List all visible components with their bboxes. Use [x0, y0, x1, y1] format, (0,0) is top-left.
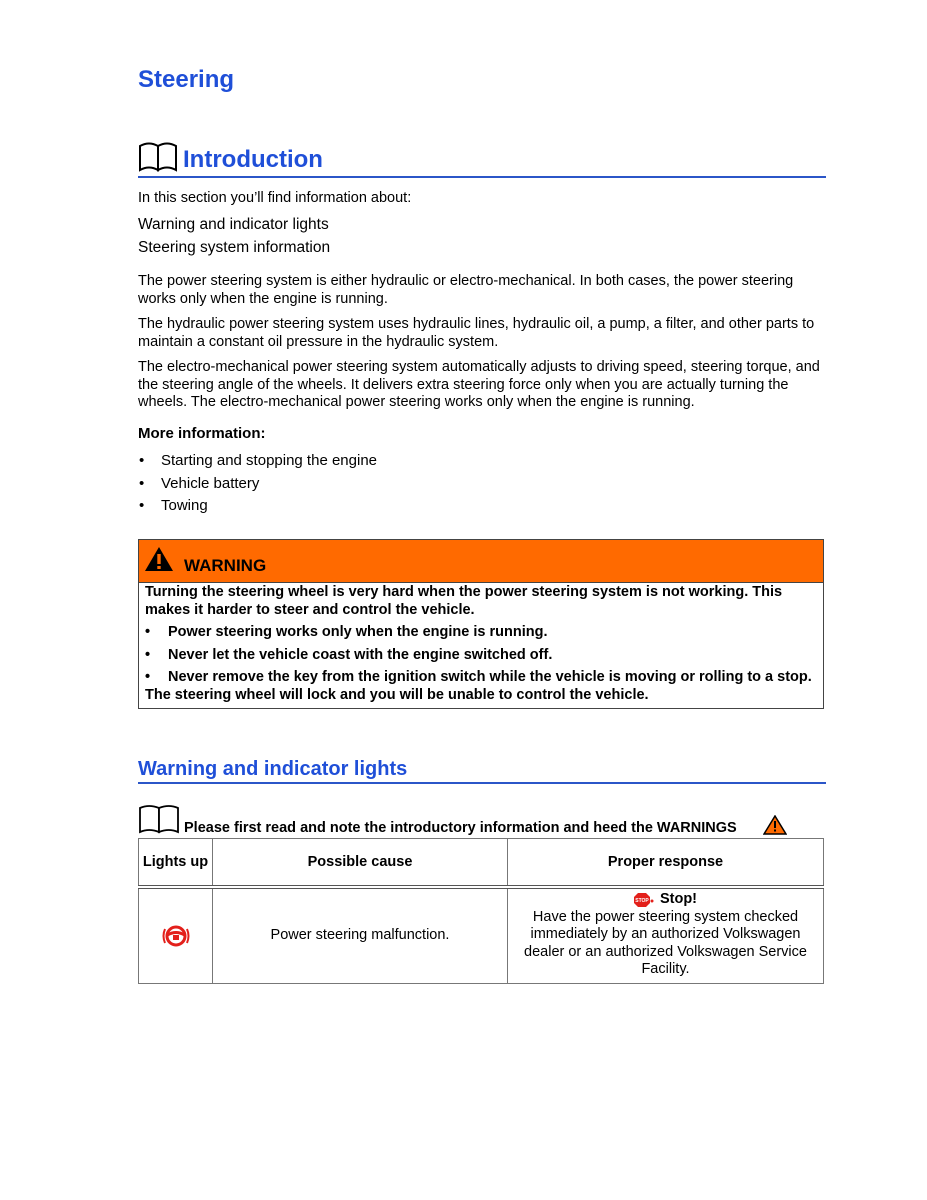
- warning-item: • Power steering works only when the engine is running.: [145, 624, 817, 642]
- response-text: Have the power steering system checked immediately by an authorized Volkswagen dealer or an authorized Volkswagen Service Facility.: [524, 908, 807, 977]
- warning-header: [139, 540, 823, 583]
- indicator-table: [138, 838, 824, 984]
- more-info-list: [138, 452, 377, 520]
- stop-line: [516, 891, 815, 909]
- warning-item: • Never remove the key from the ignition switch while the vehicle is moving or rolling to a stop. The steering wheel will lock and you will be unable to control the vehicle.: [145, 669, 817, 704]
- more-info-link[interactable]: • Vehicle battery: [138, 475, 377, 498]
- stop-icon: [634, 892, 654, 908]
- book-icon: [138, 804, 182, 834]
- read-note: [138, 804, 838, 836]
- warning-body: [139, 584, 823, 704]
- paragraph: The electro-mechanical power steering system automatically adjusts to driving speed, steering torque, and the steering angle of the wheels. It delivers extra steering force only when you are actually turning the wheels. The electro-mechanical power steering works only when the engine is running.: [138, 359, 820, 410]
- warning-triangle-icon[interactable]: [763, 815, 787, 835]
- paragraph: The hydraulic power steering system uses hydraulic lines, hydraulic oil, a pump, a filter, and other parts to maintain a constant oil pressure in the hydraulic system.: [138, 316, 815, 350]
- page-title: Steering: [138, 66, 235, 93]
- intro-lead: In this section you’ll find information about:: [138, 190, 412, 206]
- more-info-label: More information:: [138, 425, 266, 442]
- column-header: Lights up: [139, 839, 213, 888]
- column-header: Possible cause: [213, 839, 508, 888]
- read-note-text: Please first read and note the introductory information and heed the WARNINGS: [184, 820, 737, 836]
- response-cell: [508, 887, 824, 983]
- section-heading: [138, 758, 826, 784]
- section-heading-text: Warning and indicator lights: [138, 758, 408, 780]
- warning-lead: Turning the steering wheel is very hard when the power steering system is not working. This makes it harder to steer and control the vehicle.: [145, 584, 783, 618]
- topic-link[interactable]: Warning and indicator lights: [138, 216, 329, 233]
- topic-link[interactable]: Steering system information: [138, 239, 331, 256]
- intro-heading: [138, 138, 826, 178]
- stop-label: Stop!: [659, 891, 698, 907]
- table-row: [139, 887, 824, 983]
- warning-triangle-icon: [144, 546, 174, 572]
- column-header: Proper response: [508, 839, 824, 888]
- lights-cell: [139, 887, 213, 983]
- book-icon: [138, 140, 180, 172]
- paragraph: The power steering system is either hydraulic or electro-mechanical. In both cases, the power steering works only when the engine is running.: [138, 273, 794, 307]
- warning-label: WARNING: [184, 556, 267, 575]
- steering-warning-icon: [162, 923, 190, 949]
- intro-heading-text: Introduction: [183, 146, 323, 173]
- table-header-row: [139, 839, 824, 888]
- svg-text:STOP: STOP: [635, 897, 649, 904]
- more-info-link[interactable]: • Starting and stopping the engine: [138, 452, 377, 475]
- warning-box: [138, 539, 824, 709]
- cause-cell: Power steering malfunction.: [213, 887, 508, 983]
- warning-item: • Never let the vehicle coast with the engine switched off.: [145, 647, 817, 665]
- more-info-link[interactable]: • Towing: [138, 497, 377, 520]
